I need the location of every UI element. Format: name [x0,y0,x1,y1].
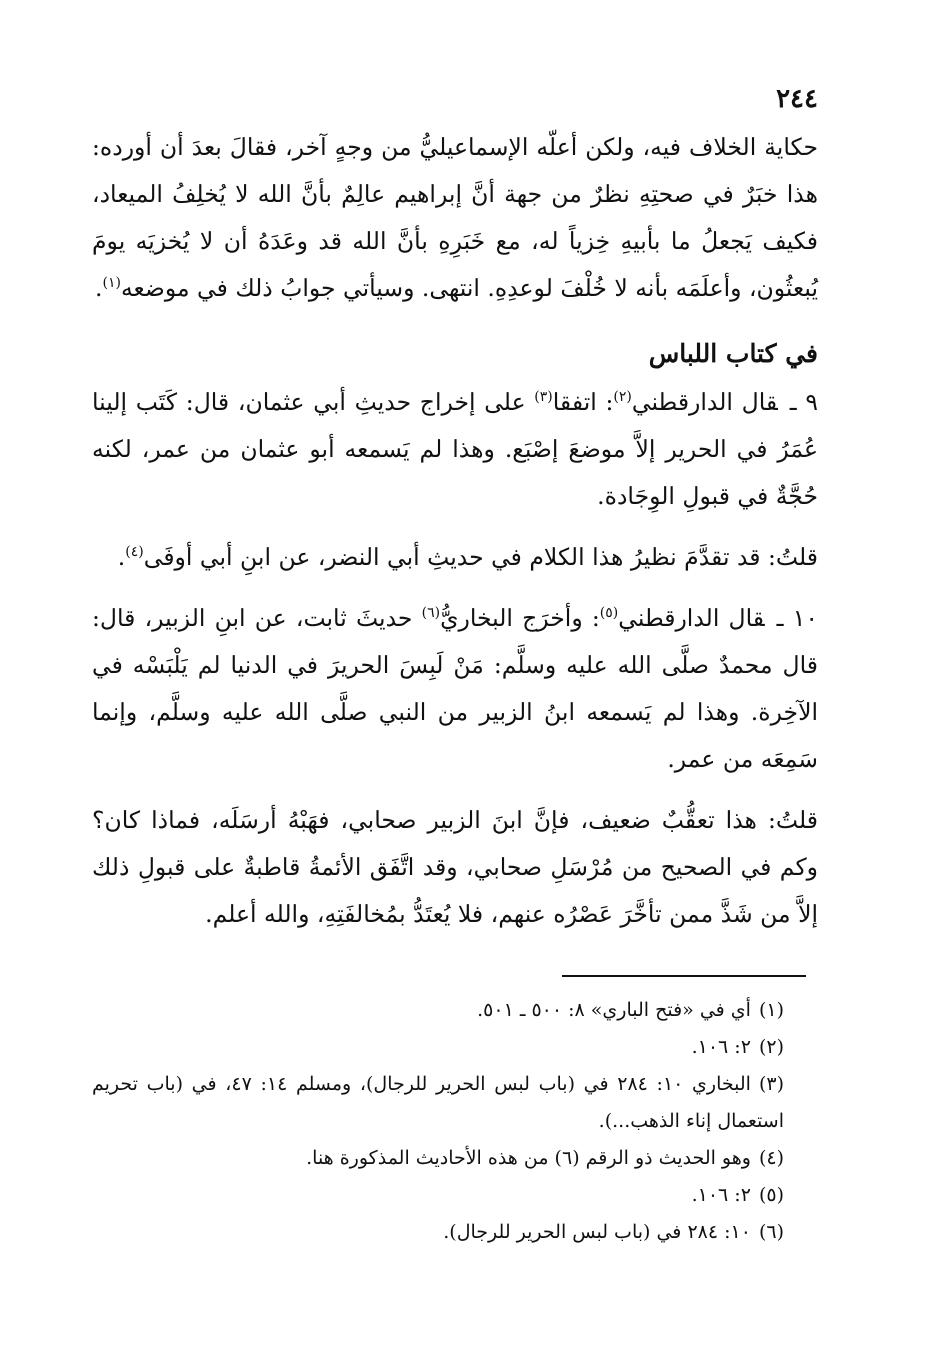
intro-paragraph [92,124,818,312]
comment-paragraph-1 [92,534,818,581]
section-heading: في كتاب اللباس [648,339,818,368]
footnote-number: (٦) [758,1221,784,1243]
comment-paragraph-2 [92,797,818,938]
paragraph-10-text-b: : وأخرَج البخاريُّ [440,604,600,632]
comment-1-text: قلتُ: قد تقدَّمَ نظيرُ هذا الكلام في حديثِ أبي النضر، عن ابنِ أبي أوفَى [143,543,818,571]
footnote-ref-5[interactable]: (٥) [599,605,619,622]
footnote-1 [92,992,818,1029]
footnotes [92,992,818,1251]
page-number: ٢٤٤ [776,84,818,114]
paragraph-9-text-c: على إخراج حديثِ أبي عثمان، قال: كَتَب إلينا عُمَرُ في الحرير إلاَّ موضعَ إصْبَع. وهذا لم يَسمعه أبو عثمان من عمر، لكنه حُجَّةٌ في قبولِ الوِجَادة. [92,388,818,510]
footnote-text: البخاري ١٠: ٢٨٤ في (باب لبس الحرير للرجال)، ومسلم ١٤: ٤٧، في (باب تحريم استعمال إناء الذهب...). [92,1073,784,1132]
footnote-text: ١٠: ٢٨٤ في (باب لبس الحرير للرجال). [443,1221,751,1243]
footnote-2 [92,1029,818,1066]
item-number-9: ٩ ـ [789,388,818,416]
footnote-ref-4[interactable]: (٤) [125,544,144,561]
footnote-6 [92,1214,818,1251]
footnote-ref-2[interactable]: (٢) [613,389,632,406]
footnote-ref-1[interactable]: (١) [102,275,121,292]
paragraph-10 [92,595,818,783]
paragraph-10-text-c: حديثَ ثابت، عن ابنِ الزبير، قال: قال محمدٌ صلَّى الله عليه وسلَّم: مَنْ لَبِسَ الحريرَ في الدنيا لم يَلْبَسْه في الآخِرة. وهذا لم يَسمعه ابنُ الزبير من النبي صلَّى الله عليه وسلَّم، وإنما سَمِعَه من عمر. [92,604,818,773]
footnote-5 [92,1177,818,1214]
paragraph-9-text-a: قال الدارقطني [631,388,778,416]
main-text [92,124,818,938]
footnote-text: ٢: ١٠٦. [691,1036,751,1058]
footnote-number: (٥) [758,1184,784,1206]
item-number-10: ١٠ ـ [776,604,818,632]
footnote-text: ٢: ١٠٦. [691,1184,751,1206]
footnote-number: (٣) [758,1073,784,1095]
footnote-ref-3[interactable]: (٣) [534,389,553,406]
comment-2-text: قلتُ: هذا تعقُّبٌ ضعيف، فإنَّ ابنَ الزبير صحابي، فهَبْهُ أرسَلَه، فماذا كان؟ وكم في الصحيح من مُرْسَلِ صحابي، وقد اتَّفَق الأئمةُ قاطبةٌ على قبولِ ذلك إلاَّ من شَذَّ ممن تأخَّرَ عَصْرُه عنهم، فلا يُعتَدُّ بمُخالفَتِهِ، والله أعلم. [92,806,818,928]
footnote-number: (٢) [758,1036,784,1058]
paragraph-9-text-b: : اتفقا [552,388,614,416]
paragraph-9 [92,379,818,520]
footnote-separator [562,975,806,977]
footnote-ref-6[interactable]: (٦) [421,605,441,622]
footnote-3 [92,1066,818,1140]
footnote-number: (١) [758,999,784,1021]
comment-1-end: . [117,543,126,571]
paragraph-10-text-a: قال الدارقطني [618,604,765,632]
footnote-number: (٤) [758,1147,784,1169]
footnote-4 [92,1140,818,1177]
intro-text: حكاية الخلاف فيه، ولكن أعلّه الإسماعيليُّ من وجهٍ آخر، فقالَ بعدَ أن أورده: هذا خبَرٌ في صحتِهِ نظرٌ من جهة أنَّ إبراهيم عالِمٌ بأنَّ الله لا يُخلِفُ الميعاد، فكيف يَجعلُ ما بأبيهِ خِزياً له، مع خَبَرِهِ بأنَّ الله قد وعَدَهُ أن لا يُخزيَه يومَ يُبعثُون، وأعلَمَه بأنه لا خُلْفَ لوعدِهِ. انتهى. وسيأتي جوابُ ذلك في موضعه [92,133,818,302]
footnote-text: أي في «فتح الباري» ٨: ٥٠٠ ـ ٥٠١. [477,999,751,1021]
footnote-text: وهو الحديث ذو الرقم (٦) من هذه الأحاديث المذكورة هنا. [306,1147,751,1169]
intro-end: . [94,274,103,302]
